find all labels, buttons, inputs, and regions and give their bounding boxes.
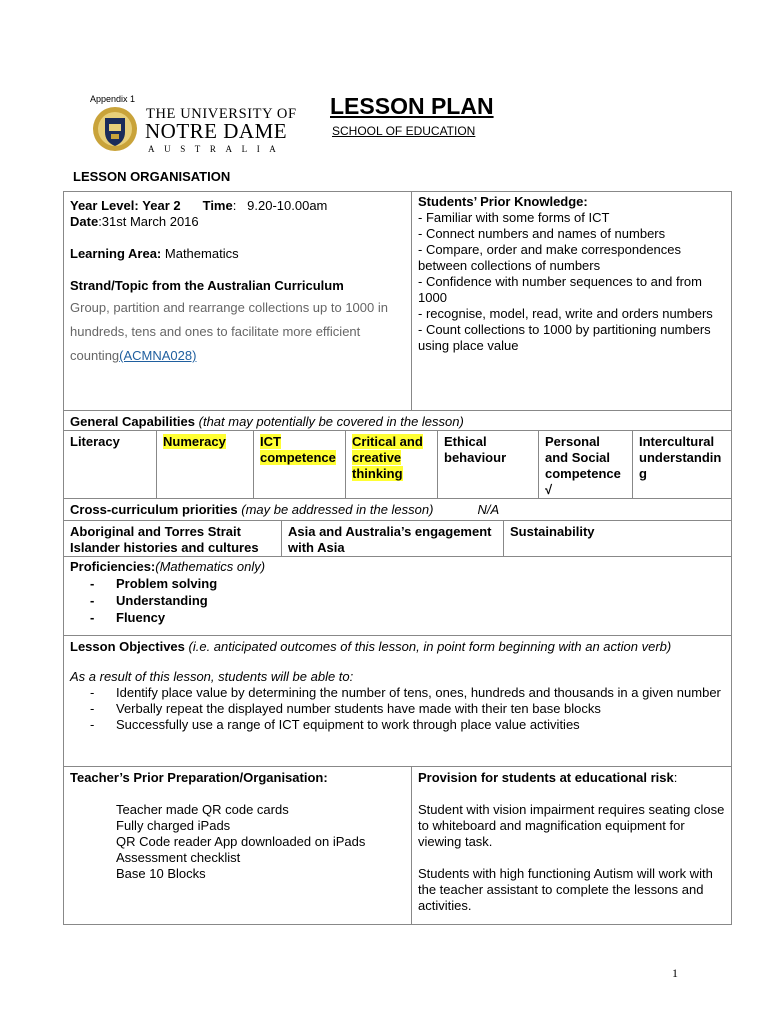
proficiency-item: - Problem solving	[70, 575, 725, 592]
preparation-item: Fully charged iPads	[116, 818, 231, 833]
learning-area-value: Mathematics	[164, 246, 239, 261]
university-name-line1: THE UNIVERSITY OF	[146, 106, 297, 122]
proficiencies-note: (Mathematics only)	[155, 559, 266, 574]
general-capabilities-heading: General Capabilities	[70, 414, 195, 429]
cross-curriculum-heading-cell	[64, 499, 732, 521]
capability-ethical: Ethical behaviour	[438, 431, 539, 499]
risk-heading: Provision for students at educational risk	[418, 770, 674, 785]
prior-knowledge-item: - Confidence with number sequences to and from 1000	[418, 274, 702, 305]
date-label: Date	[70, 214, 99, 229]
date-value: :31st March 2016	[98, 214, 199, 229]
page-subtitle: SCHOOL OF EDUCATION	[332, 124, 476, 138]
learning-area-label: Learning Area:	[70, 246, 162, 261]
strand-heading: Strand/Topic from the Australian Curriculum	[70, 278, 344, 293]
capability-intercultural: Intercultural understanding	[633, 431, 732, 499]
university-name-line2: NOTRE DAME	[145, 119, 288, 143]
prior-knowledge-item: - recognise, model, read, write and orders numbers	[418, 306, 713, 321]
lesson-objectives-cell	[64, 636, 732, 767]
preparation-item: Base 10 Blocks	[116, 866, 206, 881]
university-name-line3: AUSTRALIA	[148, 144, 286, 154]
prior-knowledge-item: - Familiar with some forms of ICT	[418, 210, 610, 225]
risk-heading-colon: :	[673, 770, 678, 785]
crest-icon	[92, 106, 138, 152]
cross-curriculum-value: N/A	[477, 502, 500, 517]
priority-sustainability: Sustainability	[504, 521, 732, 557]
objectives-note: (i.e. anticipated outcomes of this lesson, in point form beginning with an action verb)	[188, 639, 672, 654]
proficiencies-cell	[64, 557, 732, 636]
objective-item: - Verbally repeat the displayed number students have made with their ten base blocks	[70, 701, 725, 717]
proficiency-item: - Understanding	[70, 592, 725, 609]
year-level-label: Year Level:	[70, 198, 139, 213]
organisation-heading: LESSON ORGANISATION	[73, 169, 231, 184]
capability-numeracy: Numeracy	[157, 431, 254, 499]
lesson-details-cell	[64, 192, 412, 411]
preparation-heading: Teacher’s Prior Preparation/Organisation:	[70, 770, 328, 785]
preparation-item: Teacher made QR code cards	[116, 802, 289, 817]
priority-asia: Asia and Australia’s engagement with Asia	[282, 521, 504, 557]
preparation-cell	[64, 767, 412, 925]
capability-literacy: Literacy	[64, 431, 157, 499]
objective-item: - Successfully use a range of ICT equipment to work through place value activities	[70, 717, 725, 733]
year-level-value: Year 2	[142, 198, 181, 213]
strand-text: Group, partition and rearrange collections up to 1000 in hundreds, tens and ones to facilitate more efficient counting	[70, 300, 388, 363]
general-capabilities-note: (that may potentially be covered in the lesson)	[198, 414, 464, 429]
prior-knowledge-item: - Compare, order and make correspondences between collections of numbers	[418, 242, 682, 273]
university-logo	[92, 104, 297, 156]
preparation-item: Assessment checklist	[116, 850, 241, 865]
prior-knowledge-item: - Connect numbers and names of numbers	[418, 226, 666, 241]
capability-personal-social: Personal and Social competence √	[539, 431, 633, 499]
risk-cell	[412, 767, 732, 925]
capability-critical-thinking: Critical and creative thinking	[346, 431, 438, 499]
prior-knowledge-cell	[412, 192, 732, 411]
proficiencies-heading: Proficiencies:	[70, 559, 156, 574]
risk-paragraph: Students with high functioning Autism will work with the teacher assistant to complete the lessons and activities.	[418, 866, 713, 913]
cross-curriculum-note: (may be addressed in the lesson)	[241, 502, 434, 517]
preparation-item: QR Code reader App downloaded on iPads	[116, 834, 366, 849]
acmna028-link[interactable]: (ACMNA028)	[119, 348, 197, 363]
proficiency-item: - Fluency	[70, 609, 725, 626]
time-label: Time	[202, 198, 233, 213]
objective-item: - Identify place value by determining the number of tens, ones, hundreds and thousands in a given number	[70, 685, 725, 701]
page-title: LESSON PLAN	[330, 93, 494, 119]
cross-curriculum-heading: Cross-curriculum priorities	[70, 502, 238, 517]
appendix-label: Appendix 1	[90, 94, 136, 104]
time-value: : 9.20-10.00am	[232, 198, 328, 213]
prior-knowledge-item: - Count collections to 1000 by partitioning numbers using place value	[418, 322, 711, 353]
priority-aboriginal: Aboriginal and Torres Strait Islander histories and cultures	[64, 521, 282, 557]
objectives-heading: Lesson Objectives	[70, 639, 185, 654]
capability-ict: ICT competence	[254, 431, 346, 499]
page-number: 1	[672, 966, 678, 980]
lesson-plan-table	[63, 191, 732, 925]
objectives-intro: As a result of this lesson, students will be able to:	[70, 669, 354, 684]
general-capabilities-heading-cell	[64, 411, 732, 431]
risk-paragraph: Student with vision impairment requires seating close to whiteboard and magnification equipment for viewing task.	[418, 802, 725, 849]
check-mark: √	[545, 482, 553, 497]
prior-knowledge-heading: Students’ Prior Knowledge:	[418, 194, 588, 209]
